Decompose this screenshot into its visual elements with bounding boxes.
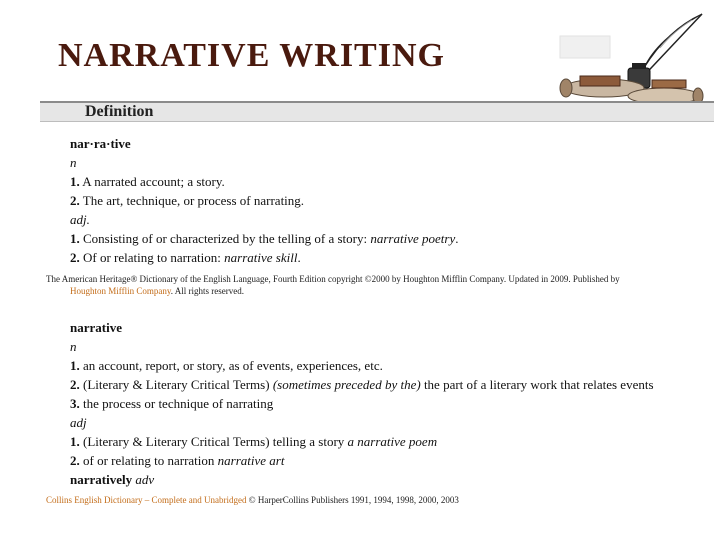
collins-noun-def-3: 3. the process or technique of narrating (70, 396, 274, 411)
ahd-adj-def-1: 1. Consisting of or characterized by the telling of a story: narrative poetry. (70, 231, 459, 246)
ahd-headword: nar·ra·tive (70, 136, 131, 151)
houghton-mifflin-link[interactable]: Houghton Mifflin Company (70, 286, 171, 296)
ahd-pos-noun: n (70, 155, 77, 170)
collins-pos-adj: adj (70, 415, 87, 430)
ahd-noun-def-2: 2. The art, technique, or process of narrating. (70, 193, 305, 208)
collins-credit-line: Collins English Dictionary – Complete and Unabridged © HarperCollins Publishers 1991, 1994, 1998, 2000, 2003 (46, 495, 459, 505)
collins-pos-noun: n (70, 339, 77, 354)
ahd-credit-line-2: Houghton Mifflin Company. All rights reserved. (70, 286, 244, 296)
collins-headword: narrative (70, 320, 122, 335)
ahd-pos-adj: adj. (70, 212, 90, 227)
collins-derived-word: narratively adv (70, 472, 155, 487)
ahd-noun-def-1: 1. A narrated account; a story. (70, 174, 225, 189)
definition-heading: Definition (85, 103, 154, 120)
ahd-credit-line: The American Heritage® Dictionary of the English Language, Fourth Edition copyright ©2000 by Houghton Mifflin Company. Updated in 2009. Published by (46, 274, 620, 284)
ahd-adj-def-2: 2. Of or relating to narration: narrative skill. (70, 250, 301, 265)
collins-dictionary-link[interactable]: Collins English Dictionary – Complete and Unabridged (46, 495, 247, 505)
collins-noun-def-1: 1. an account, report, or story, as of events, experiences, etc. (70, 358, 383, 373)
definition-header-bar (40, 103, 714, 122)
collins-noun-def-2: 2. (Literary & Literary Critical Terms) (sometimes preceded by the) the part of a literary work that relates events (70, 377, 654, 392)
page-title: NARRATIVE WRITING (58, 37, 445, 74)
quill-and-scrolls-icon (552, 10, 716, 110)
collins-adj-def-1: 1. (Literary & Literary Critical Terms) telling a story a narrative poem (70, 434, 438, 449)
collins-adj-def-2: 2. of or relating to narration narrative art (70, 453, 285, 468)
